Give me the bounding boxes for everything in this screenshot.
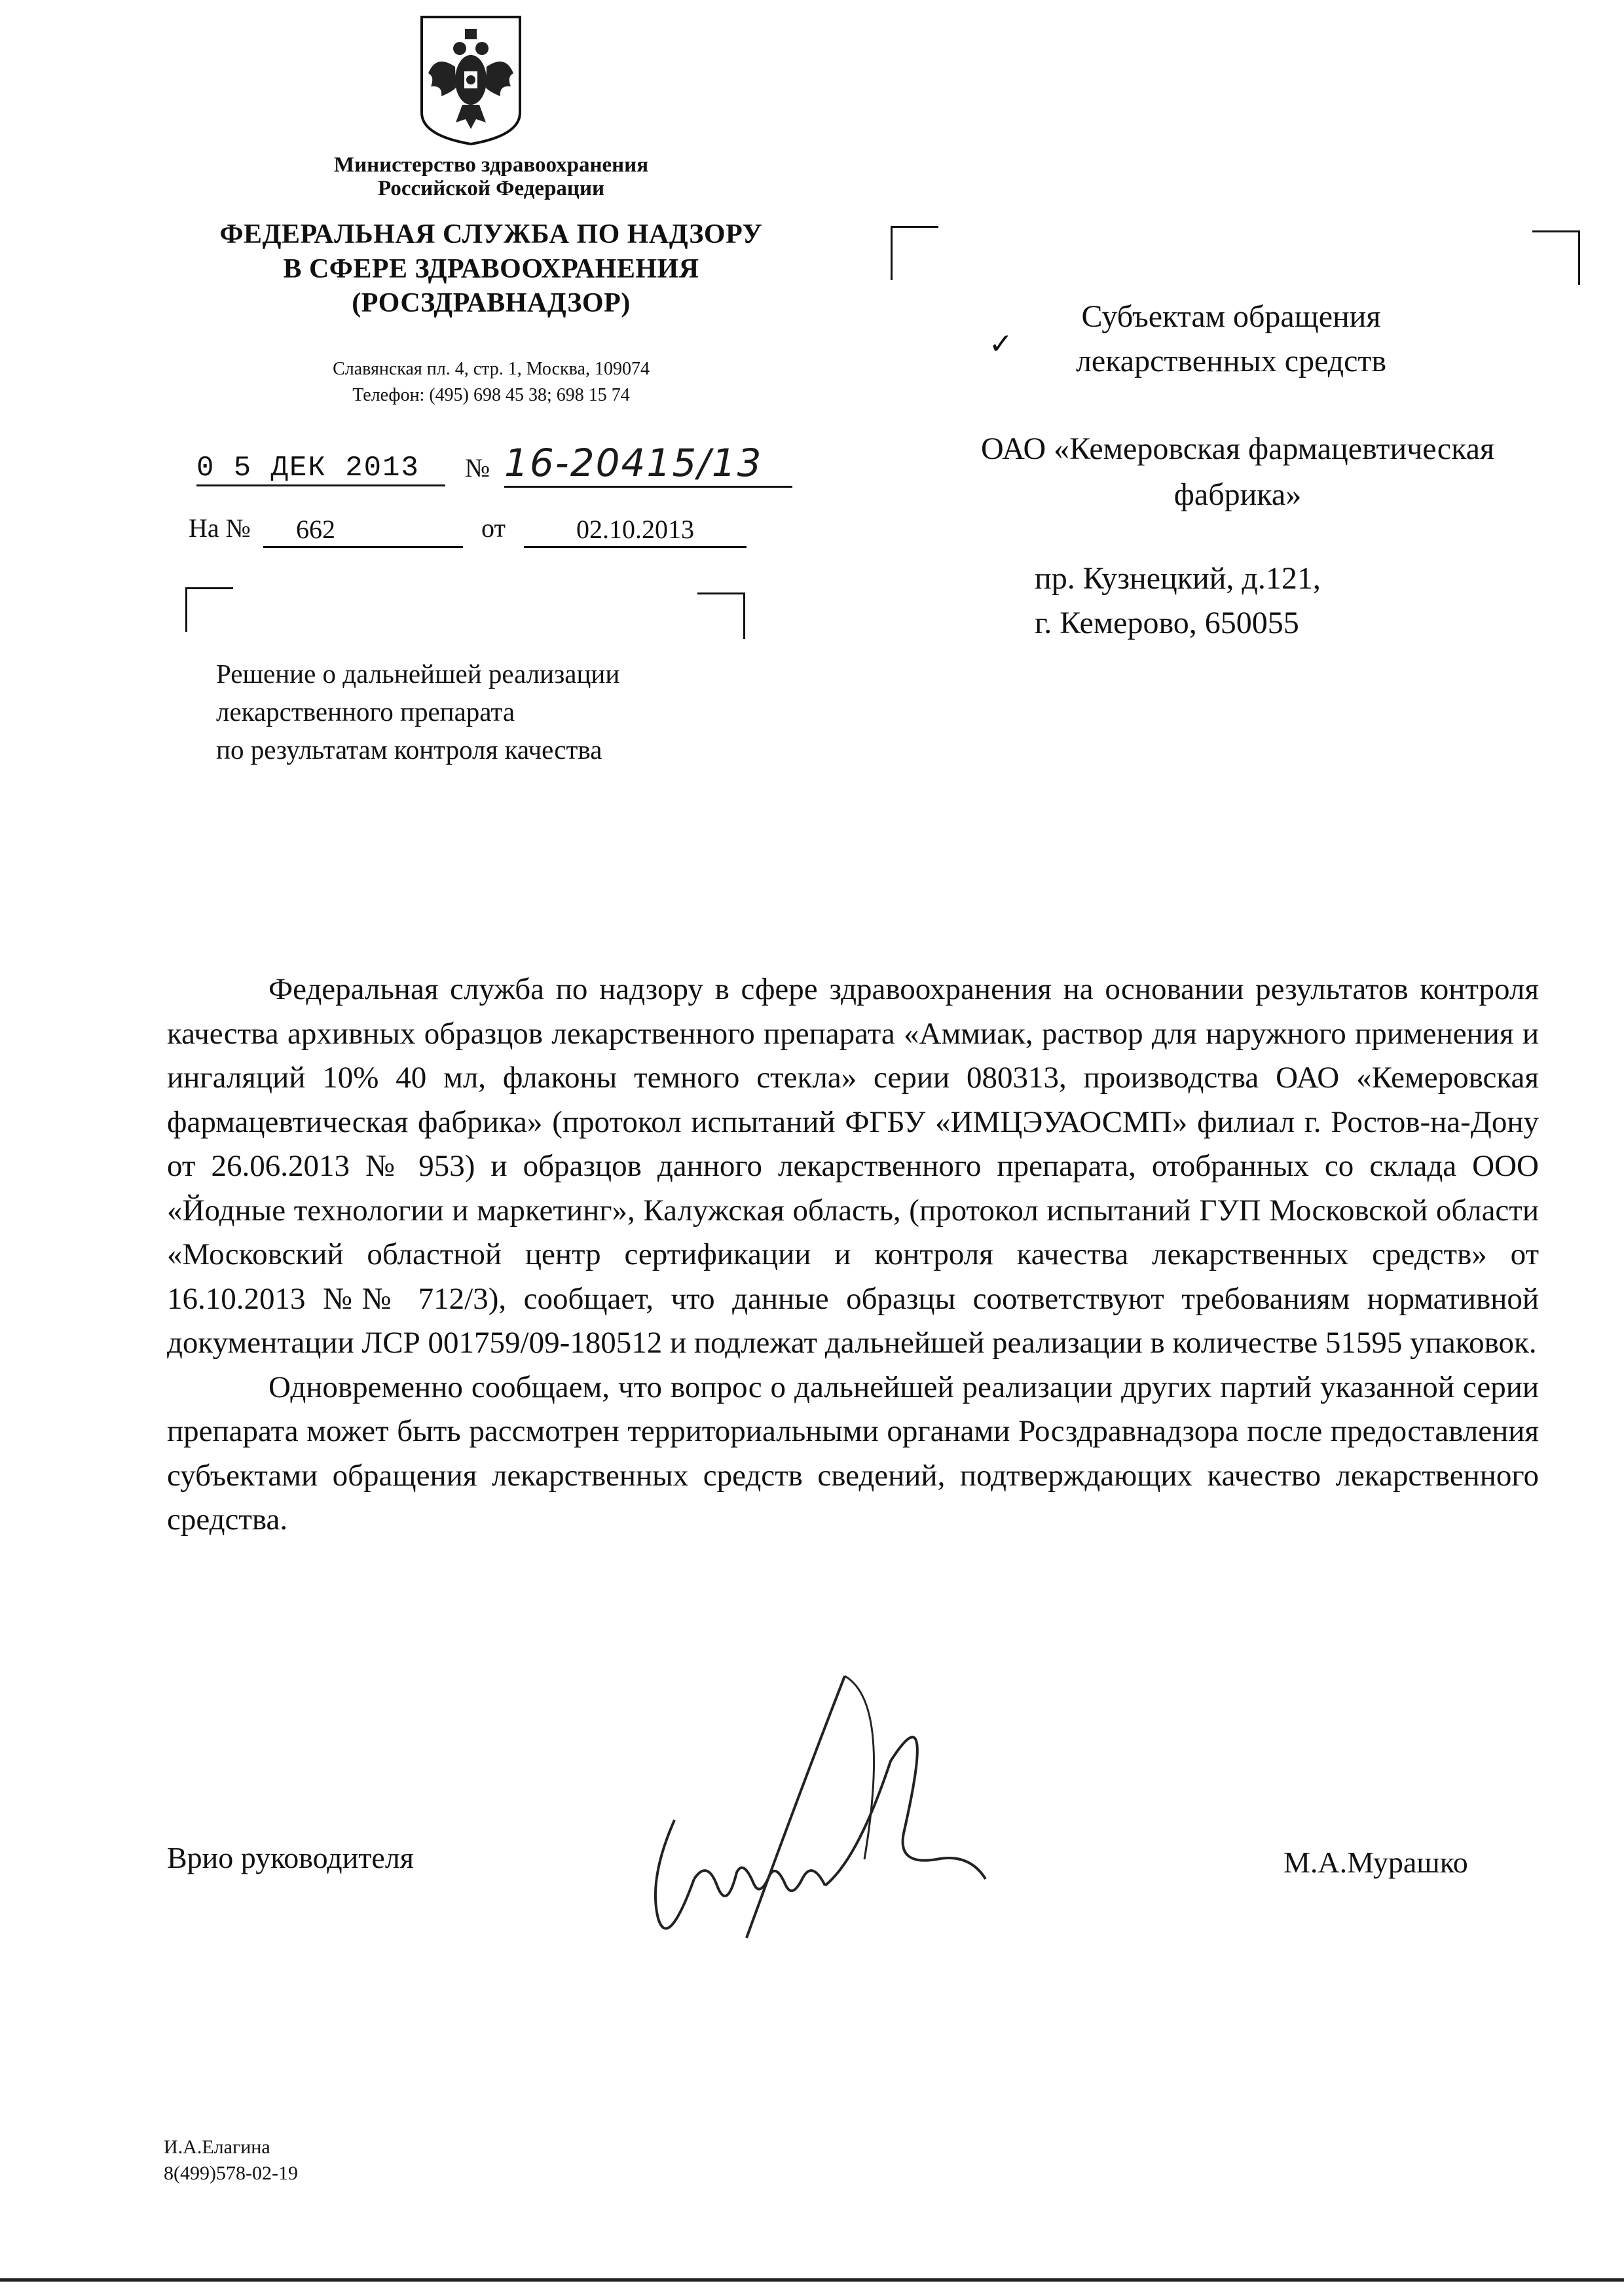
checkmark-icon: ✓ <box>989 327 1013 361</box>
date-stamp: 0 5 ДЕК 2013 <box>196 452 445 486</box>
from-label: от <box>481 513 506 543</box>
from-date: 02.10.2013 <box>524 513 747 548</box>
body-paragraph-1: Федеральная служба по надзору в сфере здравоохранения на основании результатов контроля качества архивных образцов лекарственного препарата «Аммиак, раствор для наружного применения и ингаляций 10% 40 мл, флаконы темного стекла» серии 080313, производства ОАО «Кемеровская фармацевтическая фабрика» (протокол испытаний ФГБУ «ИМЦЭУАОСМП» филиал г. Ростов-на-Дону от 26.06.2013 № 953) и образцов данного лекарственного препарата, отобранных со склада ООО «Йодные технологии и маркетинг», Калужская область, (протокол испытаний ГУП Московской области «Московский областной центр сертификации и контроля качества лекарственных средств» от 16.10.2013 №№ 712/3), сообщает, что данные образцы соответствуют требованиям нормативной документации ЛСР 001759/09-180512 и подлежат дальнейшей реализации в количестве 51595 упаковок. <box>167 972 1539 1360</box>
ministry-name-line2: Российской Федерации <box>378 177 604 200</box>
subject-corner-right <box>697 592 745 639</box>
recipient-corner-left <box>891 226 938 280</box>
service-name-line3: (РОСЗДРАВНАДЗОР) <box>352 288 631 318</box>
recipient-org-line2: фабрика» <box>1173 477 1302 512</box>
subject-line1: Решение о дальнейшей реализации <box>216 659 620 689</box>
subject-line2: лекарственного препарата <box>216 697 515 727</box>
handwritten-signature <box>629 1663 1022 1977</box>
reply-label: На № <box>189 513 251 543</box>
reply-number: 662 <box>263 513 463 548</box>
service-phone: Телефон: (495) 698 45 38; 698 15 74 <box>352 385 630 405</box>
service-address: Славянская пл. 4, стр. 1, Москва, 109074 <box>333 359 650 379</box>
recipient-corner-right <box>1532 230 1580 285</box>
bottom-border-line <box>0 2278 1624 2282</box>
recipient-address-line1: пр. Кузнецкий, д.121, <box>1035 561 1321 596</box>
registration-date-row <box>196 450 445 486</box>
registration-number-label: № <box>465 453 490 483</box>
handwritten-registration-number: 16-20415/13 <box>504 440 792 488</box>
signatory-name: М.А.Мурашко <box>1283 1846 1468 1879</box>
coat-of-arms-emblem <box>416 14 525 145</box>
recipient-line2: лекарственных средств <box>1075 344 1387 378</box>
service-name-line2: В СФЕРЕ ЗДРАВООХРАНЕНИЯ <box>283 254 699 284</box>
subject-corner-left <box>185 587 233 632</box>
executor-name: И.А.Елагина <box>164 2136 270 2158</box>
recipient-line1: Субъектам обращения <box>1081 299 1381 334</box>
recipient-address-line2: г. Кемерово, 650055 <box>1035 606 1299 640</box>
ministry-name-line1: Министерство здравоохранения <box>333 153 649 177</box>
recipient-org-line1: ОАО «Кемеровская фармацевтическая <box>980 431 1495 466</box>
body-paragraph-2: Одновременно сообщаем, что вопрос о дальнейшей реализации других партий указанной серии препарата может быть рассмотрен территориальными органами Росздравнадзора после предоставления субъектами обращения лекарственных средств сведений, подтверждающих качество лекарственного средства. <box>167 1370 1539 1537</box>
executor-phone: 8(499)578-02-19 <box>164 2162 298 2184</box>
service-name-line1: ФЕДЕРАЛЬНАЯ СЛУЖБА ПО НАДЗОРУ <box>219 219 763 249</box>
signatory-position: Врио руководителя <box>167 1841 414 1874</box>
letter-body <box>167 968 1539 1542</box>
subject-line3: по результатам контроля качества <box>216 735 602 765</box>
